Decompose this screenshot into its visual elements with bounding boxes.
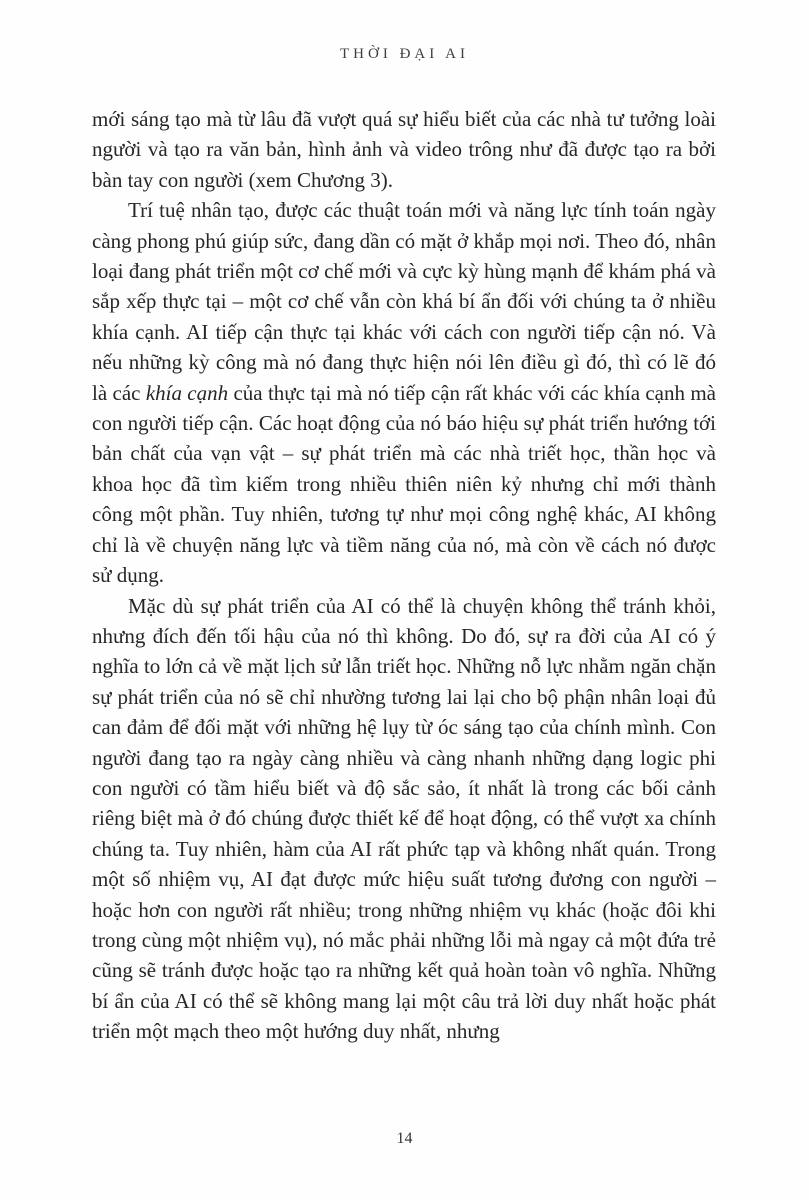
- text-run: mới sáng tạo mà từ lâu đã vượt quá sự hiểu biết của các nhà tư tưởng loài người và tạo ra văn bản, hình ảnh và video trông như đã được tạo ra bởi bàn tay con người (xem Chương 3).: [92, 107, 716, 192]
- page-number: 14: [396, 1130, 413, 1147]
- text-run: của thực tại mà nó tiếp cận rất khác với các khía cạnh mà con người tiếp cận. Các hoạt động của nó báo hiệu sự phát triển hướng tới bản chất của vạn vật – sự phát triển mà các nhà triết học, thần học và khoa học đã tìm kiếm trong nhiều thiên niên kỷ nhưng chỉ mới thành công một phần. Tuy nhiên, tương tự như mọi công nghệ khác, AI không chỉ là về chuyện năng lực và tiềm năng của nó, mà còn về cách nó được sử dụng.: [92, 380, 717, 588]
- page-body: [92, 104, 716, 1047]
- text-run: Mặc dù sự phát triển của AI có thể là chuyện không thể tránh khỏi, nhưng đích đến tối hậu của nó thì không. Do đó, sự ra đời của AI có ý nghĩa to lớn cả về mặt lịch sử lẫn triết học. Những nỗ lực nhằm ngăn chặn sự phát triển của nó sẽ chỉ nhường tương lai lại cho bộ phận nhân loại đủ can đảm để đối mặt với những hệ lụy từ óc sáng tạo của chính mình. Con người đang tạo ra ngày càng nhiều và càng nhanh những dạng logic phi con người có tầm hiểu biết và độ sắc sảo, ít nhất là trong các bối cảnh riêng biệt mà ở đó chúng được thiết kế để hoạt động, có thể vượt xa chính chúng ta. Tuy nhiên, hàm của AI rất phức tạp và không nhất quán. Trong một số nhiệm vụ, AI đạt được mức hiệu suất tương đương con người – hoặc hơn con người rất nhiều; trong những nhiệm vụ khác (hoặc đôi khi trong cùng một nhiệm vụ), nó mắc phải những lỗi mà ngay cả một đứa trẻ cũng sẽ tránh được hoặc tạo ra những kết quả hoàn toàn vô nghĩa. Những bí ẩn của AI có thể sẽ không mang lại một câu trả lời duy nhất hoặc phát triển một mạch theo một hướng duy nhất, nhưng: [92, 593, 716, 1044]
- paragraph: [92, 195, 716, 590]
- running-head-title: THỜI ĐẠI AI: [340, 46, 469, 62]
- text-run: Trí tuệ nhân tạo, được các thuật toán mới và năng lực tính toán ngày càng phong phú giúp sức, đang dần có mặt ở khắp mọi nơi. Theo đó, nhân loại đang phát triển một cơ chế mới và cực kỳ hùng mạnh để khám phá và sắp xếp thực tại – một cơ chế vẫn còn khá bí ẩn đối với chúng ta ở nhiều khía cạnh. AI tiếp cận thực tại khác với cách con người tiếp cận nó. Và nếu những kỳ công mà nó đang thực hiện nói lên điều gì đó, thì có lẽ đó là các: [92, 198, 716, 405]
- paragraph: [92, 104, 716, 195]
- italic-text-run: khía cạnh: [145, 380, 229, 405]
- paragraph: [92, 591, 716, 1047]
